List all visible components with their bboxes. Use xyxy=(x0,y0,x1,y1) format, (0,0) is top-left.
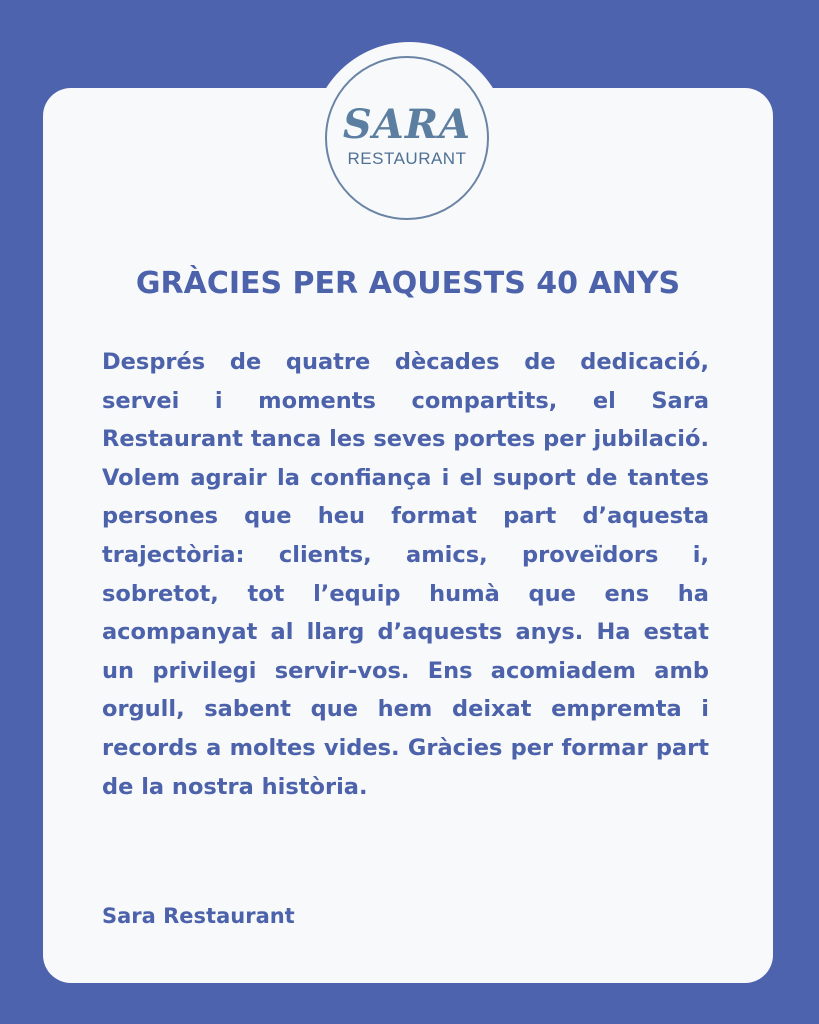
logo-name: SARA xyxy=(342,101,472,148)
headline: GRÀCIES PER AQUESTS 40 ANYS xyxy=(135,266,681,301)
logo-subtitle: RESTAURANT xyxy=(347,149,467,168)
restaurant-logo xyxy=(325,56,489,220)
signature: Sara Restaurant xyxy=(102,904,295,928)
farewell-message: Després de quatre dècades de dedicació, servei i moments compartits, el Sara Restaurant tanca les seves portes per jubilació. Volem agrair la confiança i el suport de tantes persones que heu format part d’aquesta trajectòria: clients, amics, proveïdors i, sobretot, tot l’equip humà que ens ha acompanyat al llarg d’aquests anys. Ha estat un privilegi servir-vos. Ens acomiadem amb orgull, sabent que hem deixat empremta i records a moltes vides. Gràcies per formar part de la nostra història. xyxy=(102,349,709,800)
